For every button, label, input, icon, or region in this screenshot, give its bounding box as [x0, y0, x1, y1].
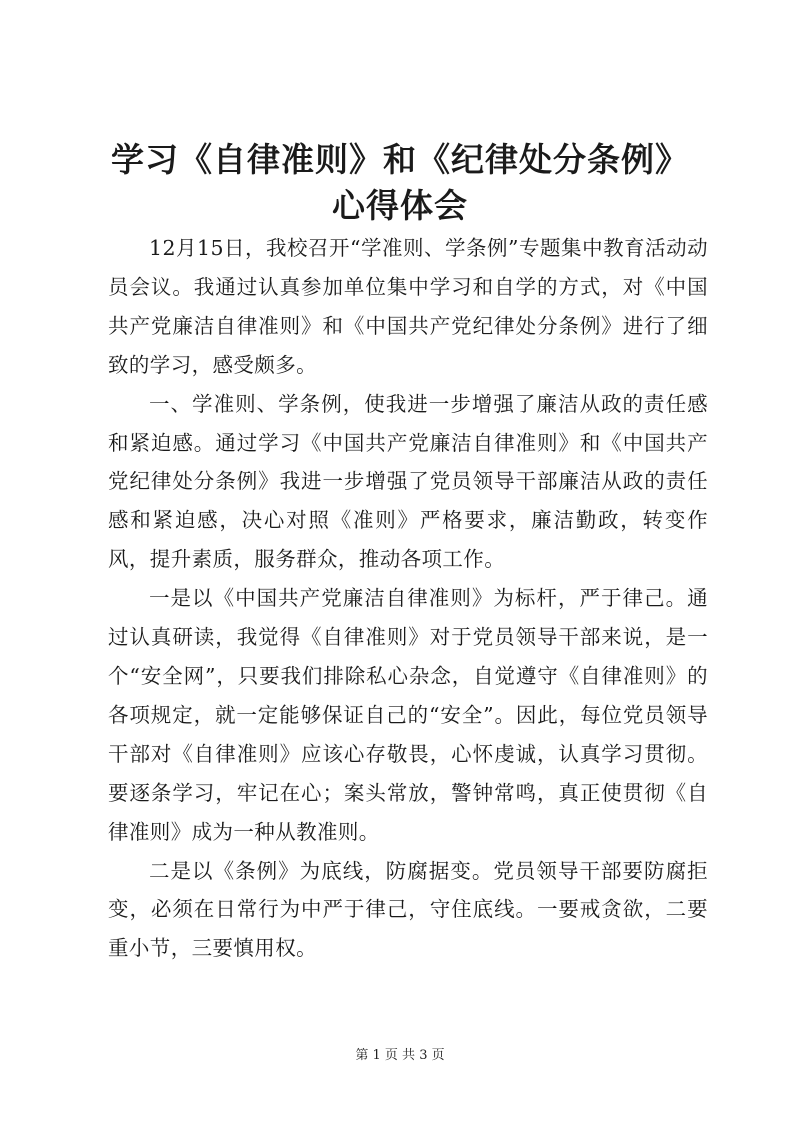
paragraph-2: 一、学准则、学条例，使我进一步增强了廉洁从政的责任感和紧迫感。通过学习《中国共产党廉洁自律准则》和《中国共产党纪律处分条例》我进一步增强了党员领导干部廉洁从政的责任感和紧迫感，决心对照《准则》严格要求，廉洁勤政，转变作风，提升素质，服务群众，推动各项工作。 [108, 391, 708, 572]
document-body [108, 229, 708, 968]
document-title: 学习《自律准则》和《纪律处分条例》心得体会 [111, 140, 689, 225]
paragraph-1: 12月15日，我校召开“学准则、学条例”专题集中教育活动动员会议。我通过认真参加单位集中学习和自学的方式，对《中国共产党廉洁自律准则》和《中国共产党纪律处分条例》进行了细致的学习，感受颇多。 [108, 236, 708, 377]
paragraph-3: 一是以《中国共产党廉洁自律准则》为标杆，严于律己。通过认真研读，我觉得《自律准则》对于党员领导干部来说，是一个“安全网”，只要我们排除私心杂念，自觉遵守《自律准则》的各项规定，就一定能够保证自己的“安全”。因此，每位党员领导干部对《自律准则》应该心存敬畏，心怀虔诚，认真学习贯彻。要逐条学习，牢记在心；案头常放，警钟常鸣，真正使贯彻《自律准则》成为一种从教准则。 [108, 586, 708, 844]
page-number-footer: 第 1 页 共 3 页 [355, 1048, 445, 1063]
paragraph-4: 二是以《条例》为底线，防腐据变。党员领导干部要防腐拒变，必须在日常行为中严于律己，守住底线。一要戒贪欲，二要重小节，三要慎用权。 [108, 858, 708, 961]
